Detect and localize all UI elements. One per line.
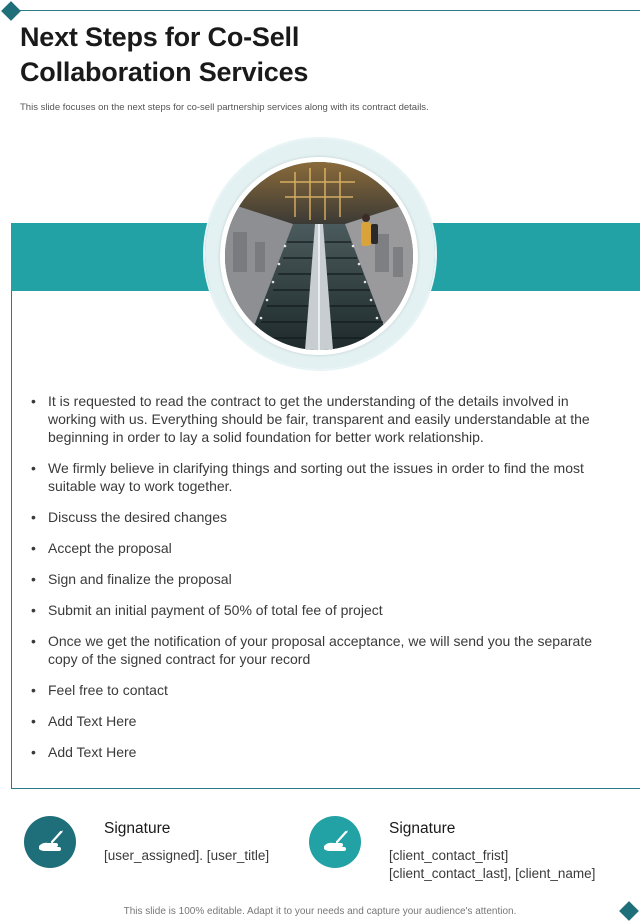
- list-item: • It is requested to read the contract to get the understanding of the details involved in working with us. Everything should be fair, transparent and easily understandable at the beginning in order to lay a solid foundation for better work relationship.: [31, 392, 611, 446]
- top-rule: [12, 10, 640, 11]
- corner-diamond-icon: [1, 1, 21, 21]
- page-title: [20, 20, 308, 90]
- signature-heading: Signature: [389, 820, 456, 837]
- list-item: • Add Text Here: [31, 743, 611, 761]
- client-contact-first: [client_contact_frist]: [389, 848, 509, 863]
- next-steps-list: [31, 392, 611, 774]
- list-item: • Accept the proposal: [31, 539, 611, 557]
- hand-writing-icon: [309, 816, 361, 868]
- page-title-line-1: Next Steps for Co-Sell: [20, 22, 300, 52]
- list-item: • Add Text Here: [31, 712, 611, 730]
- footer-note: This slide is 100% editable. Adapt it to your needs and capture your audience's attention.: [123, 906, 517, 917]
- list-item: • Discuss the desired changes: [31, 508, 611, 526]
- escalator-photo: [225, 162, 413, 350]
- list-item: • Submit an initial payment of 50% of total fee of project: [31, 601, 611, 619]
- hand-writing-icon: [24, 816, 76, 868]
- page-subtitle: This slide focuses on the next steps for co-sell partnership services along with its contract details.: [20, 102, 429, 113]
- list-item: • Sign and finalize the proposal: [31, 570, 611, 588]
- user-name-title: [user_assigned]. [user_title]: [104, 848, 270, 863]
- list-item: • We firmly believe in clarifying things and sorting out the issues in order to find the most suitable way to work together.: [31, 459, 611, 495]
- page-title-line-2: Collaboration Services: [20, 57, 309, 87]
- list-item: • Once we get the notification of your proposal acceptance, we will send you the separate copy of the signed contract for your record: [31, 632, 611, 668]
- escalator-illustration: [225, 162, 413, 350]
- list-item: • Feel free to contact: [31, 681, 611, 699]
- client-contact-last-name: [client_contact_last], [client_name]: [389, 866, 596, 881]
- signature-heading: Signature: [104, 820, 171, 837]
